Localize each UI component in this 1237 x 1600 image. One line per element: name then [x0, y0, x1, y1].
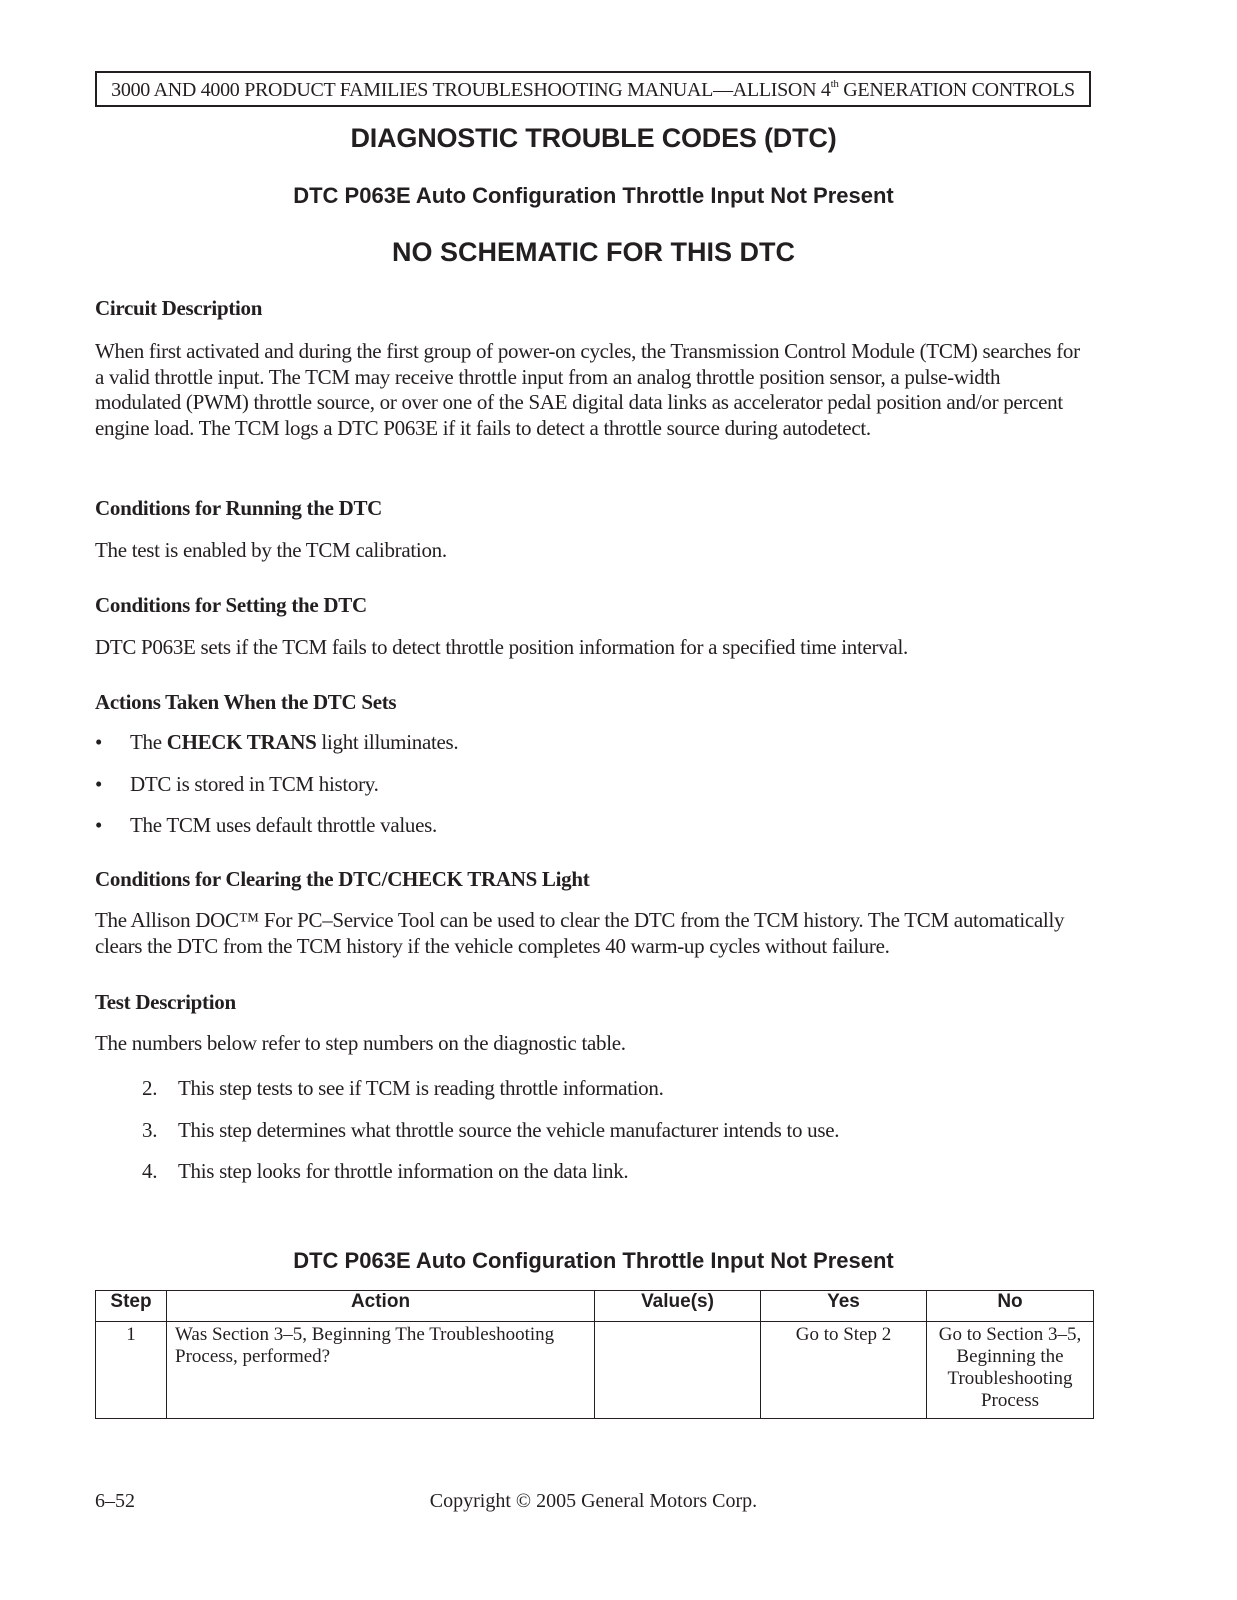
- header-text-main: 3000 AND 4000 PRODUCT FAMILIES TROUBLESHOOTING MANUAL—ALLISON 4: [111, 79, 831, 101]
- list-item: [95, 772, 379, 797]
- list-item: [142, 1076, 664, 1101]
- cell-step: 1: [96, 1322, 167, 1419]
- step-number: 2.: [142, 1076, 158, 1100]
- conditions-setting-heading: Conditions for Setting the DTC: [95, 593, 367, 617]
- conditions-clearing-text: The Allison DOC™ For PC–Service Tool can be used to clear the DTC from the TCM history. The TCM automatically clears the DTC from the TCM history if the vehicle completes 40 warm-up cycles without failure.: [95, 908, 1065, 958]
- diagnostic-table: [95, 1290, 1094, 1419]
- step-text: This step looks for throttle information on the data link.: [178, 1159, 629, 1183]
- check-trans-label: CHECK TRANS: [166, 730, 317, 754]
- bullet-text: DTC is stored in TCM history.: [130, 772, 379, 796]
- column-header-values: Value(s): [595, 1291, 761, 1322]
- table-header-row: [96, 1291, 1094, 1322]
- test-description-intro: The numbers below refer to step numbers on the diagnostic table.: [95, 1031, 626, 1055]
- cell-values: [595, 1322, 761, 1419]
- list-item: [142, 1118, 839, 1143]
- step-number: 3.: [142, 1118, 158, 1142]
- bullet-text: The TCM uses default throttle values.: [130, 813, 437, 837]
- column-header-step: Step: [96, 1291, 167, 1322]
- conditions-running-heading: Conditions for Running the DTC: [95, 496, 383, 520]
- page-title: DIAGNOSTIC TROUBLE CODES (DTC): [350, 123, 837, 153]
- header-superscript: th: [830, 78, 839, 90]
- conditions-running-text: The test is enabled by the TCM calibration.: [95, 538, 447, 562]
- copyright: Copyright © 2005 General Motors Corp.: [429, 1490, 758, 1512]
- column-header-no: No: [927, 1291, 1094, 1322]
- circuit-description-heading: Circuit Description: [95, 296, 263, 320]
- column-header-action: Action: [167, 1291, 595, 1322]
- actions-taken-heading: Actions Taken When the DTC Sets: [95, 690, 397, 714]
- step-text: This step tests to see if TCM is reading throttle information.: [178, 1076, 664, 1100]
- bullet-symbol: •: [95, 772, 103, 796]
- dtc-subtitle: DTC P063E Auto Configuration Throttle Input Not Present: [293, 183, 894, 208]
- cell-yes: Go to Step 2: [761, 1322, 927, 1419]
- page-number: 6–52: [95, 1490, 135, 1512]
- no-schematic-heading: NO SCHEMATIC FOR THIS DTC: [392, 237, 795, 267]
- header-text-end: GENERATION CONTROLS: [838, 79, 1075, 101]
- step-number: 4.: [142, 1159, 158, 1183]
- bullet-text-pre: The: [130, 730, 167, 754]
- test-description-heading: Test Description: [95, 990, 236, 1014]
- conditions-clearing-heading: Conditions for Clearing the DTC/CHECK TRANS Light: [95, 867, 590, 891]
- bullet-symbol: •: [95, 730, 103, 754]
- column-header-yes: Yes: [761, 1291, 927, 1322]
- list-item: [95, 813, 437, 838]
- list-item: [142, 1159, 628, 1184]
- cell-no: Go to Section 3–5, Beginning the Troubleshooting Process: [927, 1322, 1094, 1419]
- running-header: [95, 71, 1091, 107]
- conditions-setting-text: DTC P063E sets if the TCM fails to detect throttle position information for a specified time interval.: [95, 635, 908, 659]
- bullet-symbol: •: [95, 813, 103, 837]
- step-text: This step determines what throttle source the vehicle manufacturer intends to use.: [178, 1118, 840, 1142]
- cell-action: Was Section 3–5, Beginning The Troubleshooting Process, performed?: [167, 1322, 595, 1419]
- bullet-text-post: light illuminates.: [316, 730, 459, 754]
- table-row: [96, 1322, 1094, 1419]
- diagnostic-table-title: DTC P063E Auto Configuration Throttle Input Not Present: [293, 1248, 894, 1273]
- circuit-description-text: When first activated and during the first group of power-on cycles, the Transmission Control Module (TCM) searches for a valid throttle input. The TCM may receive throttle input from an analog throttle position sensor, a pulse-width modulated (PWM) throttle source, or over one of the SAE digital data links as accelerator pedal position and/or percent engine load. The TCM logs a DTC P063E if it fails to detect a throttle source during autodetect.: [95, 339, 1080, 440]
- list-item: [95, 730, 458, 755]
